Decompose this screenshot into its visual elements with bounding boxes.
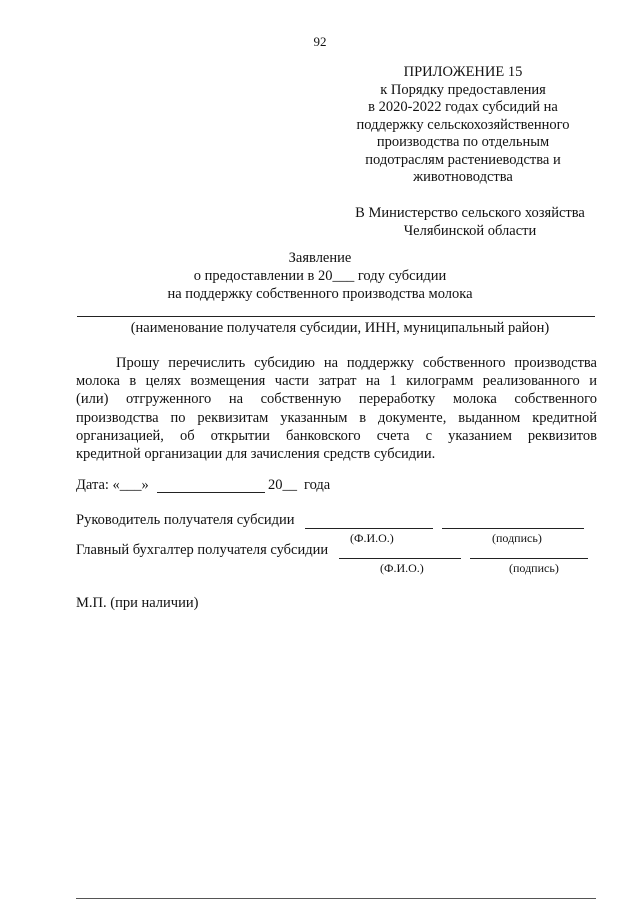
seal-note: М.П. (при наличии)	[76, 595, 199, 611]
recipient-caption: (наименование получателя субсидии, ИНН, муниципальный район)	[130, 320, 550, 336]
paragraph-line: (или) отгруженного на собственную переработку молока собственного	[76, 391, 597, 408]
page-number: 92	[313, 34, 327, 49]
addressee-line: Челябинской области	[403, 223, 537, 239]
document-heading	[0, 249, 640, 303]
accountant-signature-caption: (подпись)	[509, 561, 559, 575]
request-paragraph	[76, 354, 597, 463]
head-fio-caption: (Ф.И.О.)	[350, 531, 394, 545]
annex-line: к Порядку предоставления	[380, 81, 546, 98]
paragraph-line: производства по реквизитам указанным в документе, выданном кредитной	[76, 409, 597, 426]
head-signature-caption: (подпись)	[492, 531, 542, 545]
accountant-signature-label: Главный бухгалтер получателя субсидии	[76, 542, 329, 558]
paragraph-line: кредитной организации для зачисления средств субсидии.	[76, 445, 436, 462]
annex-line: животноводства	[413, 169, 513, 185]
date-month-blank	[157, 492, 265, 493]
paragraph-line: Прошу перечислить субсидию на поддержку собственного производства	[116, 355, 597, 371]
date-year-suffix: года	[304, 477, 331, 493]
date-year-prefix: 20__	[268, 477, 297, 493]
annex-title: ПРИЛОЖЕНИЕ 15	[403, 64, 523, 80]
footer-rule	[76, 898, 596, 899]
annex-line: в 2020-2022 годах субсидий на	[368, 99, 558, 115]
head-signature-blank	[442, 528, 584, 529]
annex-line: производства по отдельным	[376, 134, 550, 150]
annex-line: подотраслям растениеводства и	[365, 151, 561, 168]
annex-line: поддержку сельскохозяйственного	[356, 116, 570, 133]
addressee-line: В Министерство сельского хозяйства	[355, 205, 585, 221]
head-fio-blank	[305, 528, 433, 529]
paragraph-line: организацией, об открытии банковского счета с указанием реквизитов	[76, 427, 597, 444]
accountant-fio-caption: (Ф.И.О.)	[380, 561, 424, 575]
recipient-name-blank	[77, 316, 595, 317]
head-signature-label: Руководитель получателя субсидии	[76, 512, 295, 528]
accountant-signature-blank	[470, 558, 588, 559]
date-label: Дата: «___»	[76, 477, 149, 493]
annex-block	[320, 64, 606, 187]
heading-line: на поддержку собственного производства молока	[167, 286, 473, 302]
accountant-fio-blank	[339, 558, 461, 559]
paragraph-line: молока в целях возмещения части затрат на 1 килограмм реализованного и	[76, 373, 597, 390]
addressee-block	[300, 204, 640, 240]
document-title: Заявление	[288, 250, 352, 266]
heading-line: о предоставлении в 20___ году субсидии	[193, 268, 447, 284]
